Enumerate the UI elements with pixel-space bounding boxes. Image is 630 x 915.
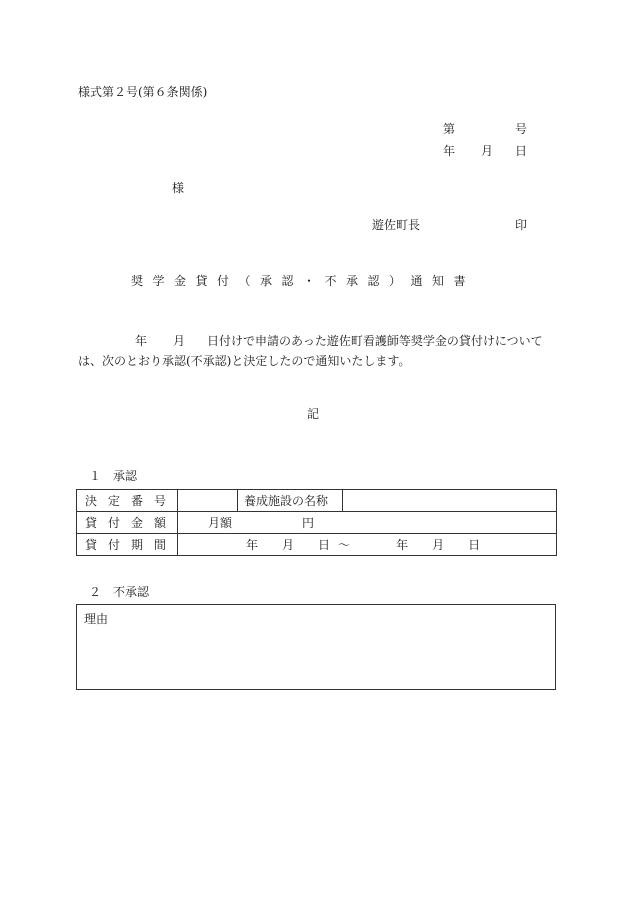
- loan-period-value[interactable]: [178, 534, 557, 556]
- form-number: 様式第２号(第６条関係): [78, 85, 208, 99]
- table-row: [77, 534, 557, 556]
- facility-name-value[interactable]: [343, 490, 557, 512]
- table-row: [77, 490, 557, 512]
- period-from-month: 月: [282, 538, 295, 552]
- table-row: [77, 512, 557, 534]
- number-suffix: 号: [515, 122, 528, 136]
- loan-amount-label: 貸付金額: [77, 512, 178, 534]
- body-year: 年: [135, 334, 148, 348]
- reason-box[interactable]: [76, 604, 556, 690]
- body-paragraph: [78, 331, 558, 371]
- date-year: 年: [443, 144, 456, 158]
- decision-number-label: 決定番号: [77, 490, 178, 512]
- period-from-day: 日: [318, 538, 331, 552]
- monthly-label: 月額: [208, 516, 233, 530]
- addressee-honorific: 様: [172, 181, 185, 195]
- period-to-year: 年: [396, 538, 409, 552]
- section-approval-heading: １ 承認: [89, 469, 138, 483]
- yen-unit: 円: [302, 516, 315, 530]
- issuer-title: 遊佐町長: [372, 218, 421, 232]
- document-title: 奨学金貸付（承認・不承認）通知書: [131, 274, 476, 288]
- period-from-year: 年: [246, 538, 259, 552]
- period-to-month: 月: [432, 538, 445, 552]
- period-to-day: 日: [468, 538, 481, 552]
- date-month: 月: [481, 144, 494, 158]
- date-day: 日: [515, 144, 528, 158]
- reason-label: 理由: [84, 612, 109, 626]
- facility-name-label: 養成施設の名称: [238, 490, 343, 512]
- body-month: 月: [173, 334, 186, 348]
- section-rejection-heading: ２ 不承認: [89, 585, 150, 599]
- number-label: 第: [443, 122, 456, 136]
- period-separator: ～: [338, 538, 351, 552]
- seal-mark: 印: [515, 218, 528, 232]
- approval-table: [76, 489, 557, 556]
- loan-amount-value[interactable]: [178, 512, 557, 534]
- loan-period-label: 貸付期間: [77, 534, 178, 556]
- ki-heading: 記: [307, 407, 320, 421]
- decision-number-value[interactable]: [178, 490, 238, 512]
- body-text: 日付けで申請のあった遊佐町看護師等奨学金の貸付けについては、次のとおり承認(不承認)と決定したので通知いたします。: [78, 334, 543, 368]
